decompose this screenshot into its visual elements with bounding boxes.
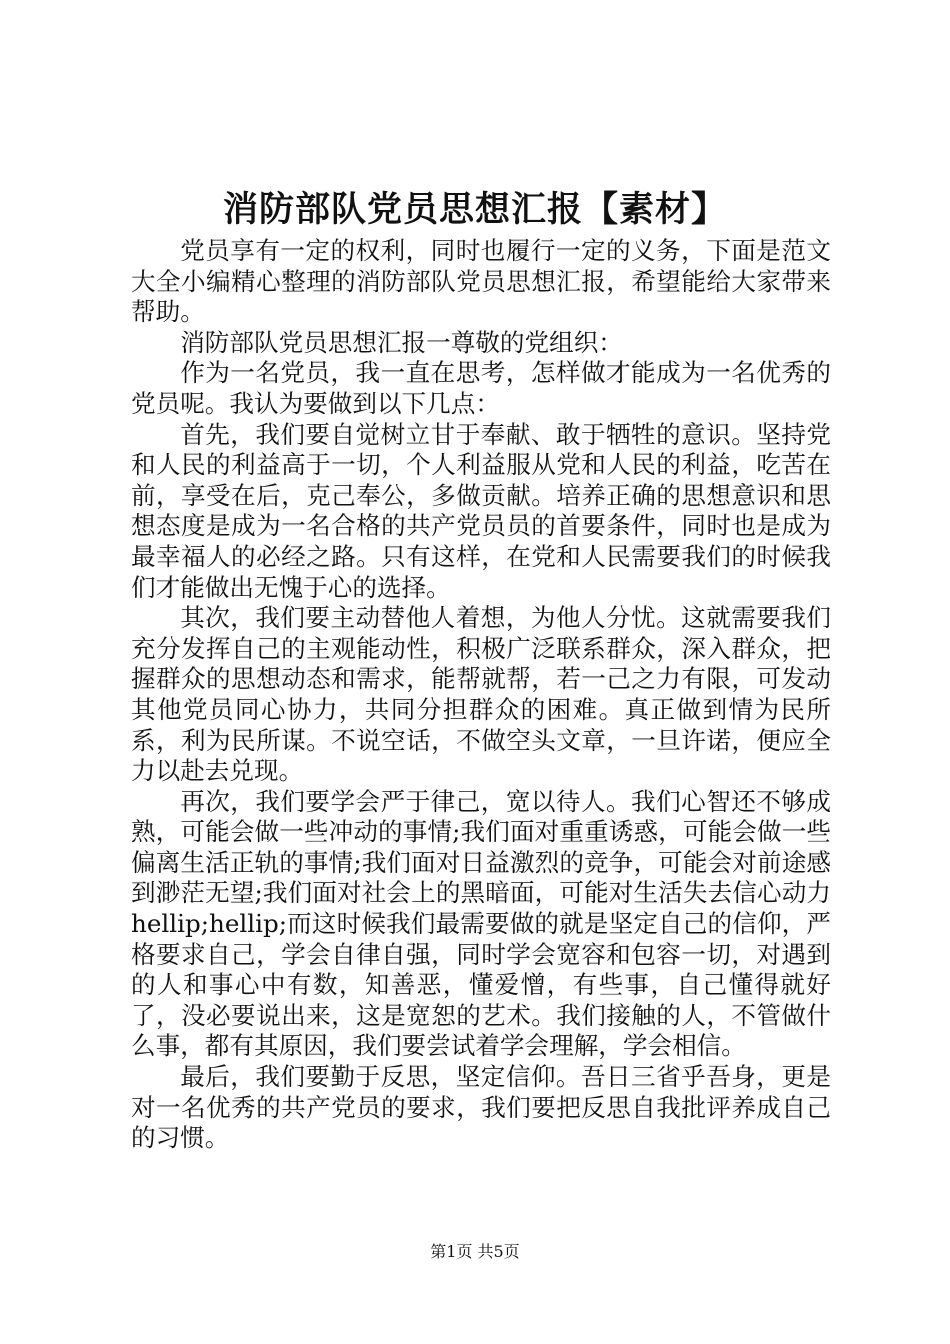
paragraph-opening: 作为一名党员，我一直在思考，怎样做才能成为一名优秀的党员呢。我认为要做到以下几点：	[131, 358, 831, 418]
page-number: 第1页 共5页	[430, 1242, 520, 1261]
paragraph-final-point: 最后，我们要勤于反思，坚定信仰。吾日三省乎吾身，更是对一名优秀的共产党员的要求，我们要把反思自我批评养成自己的习惯。	[131, 1062, 831, 1153]
paragraph-first-point: 首先，我们要自觉树立甘于奉献、敢于牺牲的意识。坚持党和人民的利益高于一切，个人利益服从党和人民的利益，吃苦在前，享受在后，克己奉公，多做贡献。培养正确的思想意识和思想态度是成为一名合格的共产党员员的首要条件，同时也是成为最幸福人的必经之路。只有这样，在党和人民需要我们的时候我们才能做出无愧于心的选择。	[131, 419, 831, 602]
paragraph-second-point: 其次，我们要主动替他人着想，为他人分忧。这就需要我们充分发挥自己的主观能动性，积极广泛联系群众，深入群众，把握群众的思想动态和需求，能帮就帮，若一己之力有限，可发动其他党员同心协力，共同分担群众的困难。真正做到情为民所系，利为民所谋。不说空话，不做空头文章，一旦许诺，便应全力以赴去兑现。	[131, 603, 831, 786]
paragraph-third-point: 再次，我们要学会严于律己，宽以待人。我们心智还不够成熟，可能会做一些冲动的事情;我们面对重重诱惑，可能会做一些偏离生活正轨的事情;我们面对日益激烈的竞争，可能会对前途感到渺茫无望;我们面对社会上的黑暗面，可能对生活失去信心动力hellip;hellip;而这时候我们最需要做的就是坚定自己的信仰，严格要求自己，学会自律自强，同时学会宽容和包容一切，对遇到的人和事心中有数，知善恶，懂爱憎，有些事，自己懂得就好了，没必要说出来，这是宽恕的艺术。我们接触的人，不管做什么事，都有其原因，我们要尝试着学会理解，学会相信。	[131, 786, 831, 1061]
document-body	[131, 236, 831, 1154]
paragraph-salutation: 消防部队党员思想汇报一尊敬的党组织：	[180, 327, 623, 357]
document-title: 消防部队党员思想汇报【素材】	[222, 189, 727, 230]
paragraph-intro: 党员享有一定的权利，同时也履行一定的义务，下面是范文大全小编精心整理的消防部队党员思想汇报，希望能给大家带来帮助。	[131, 236, 831, 327]
